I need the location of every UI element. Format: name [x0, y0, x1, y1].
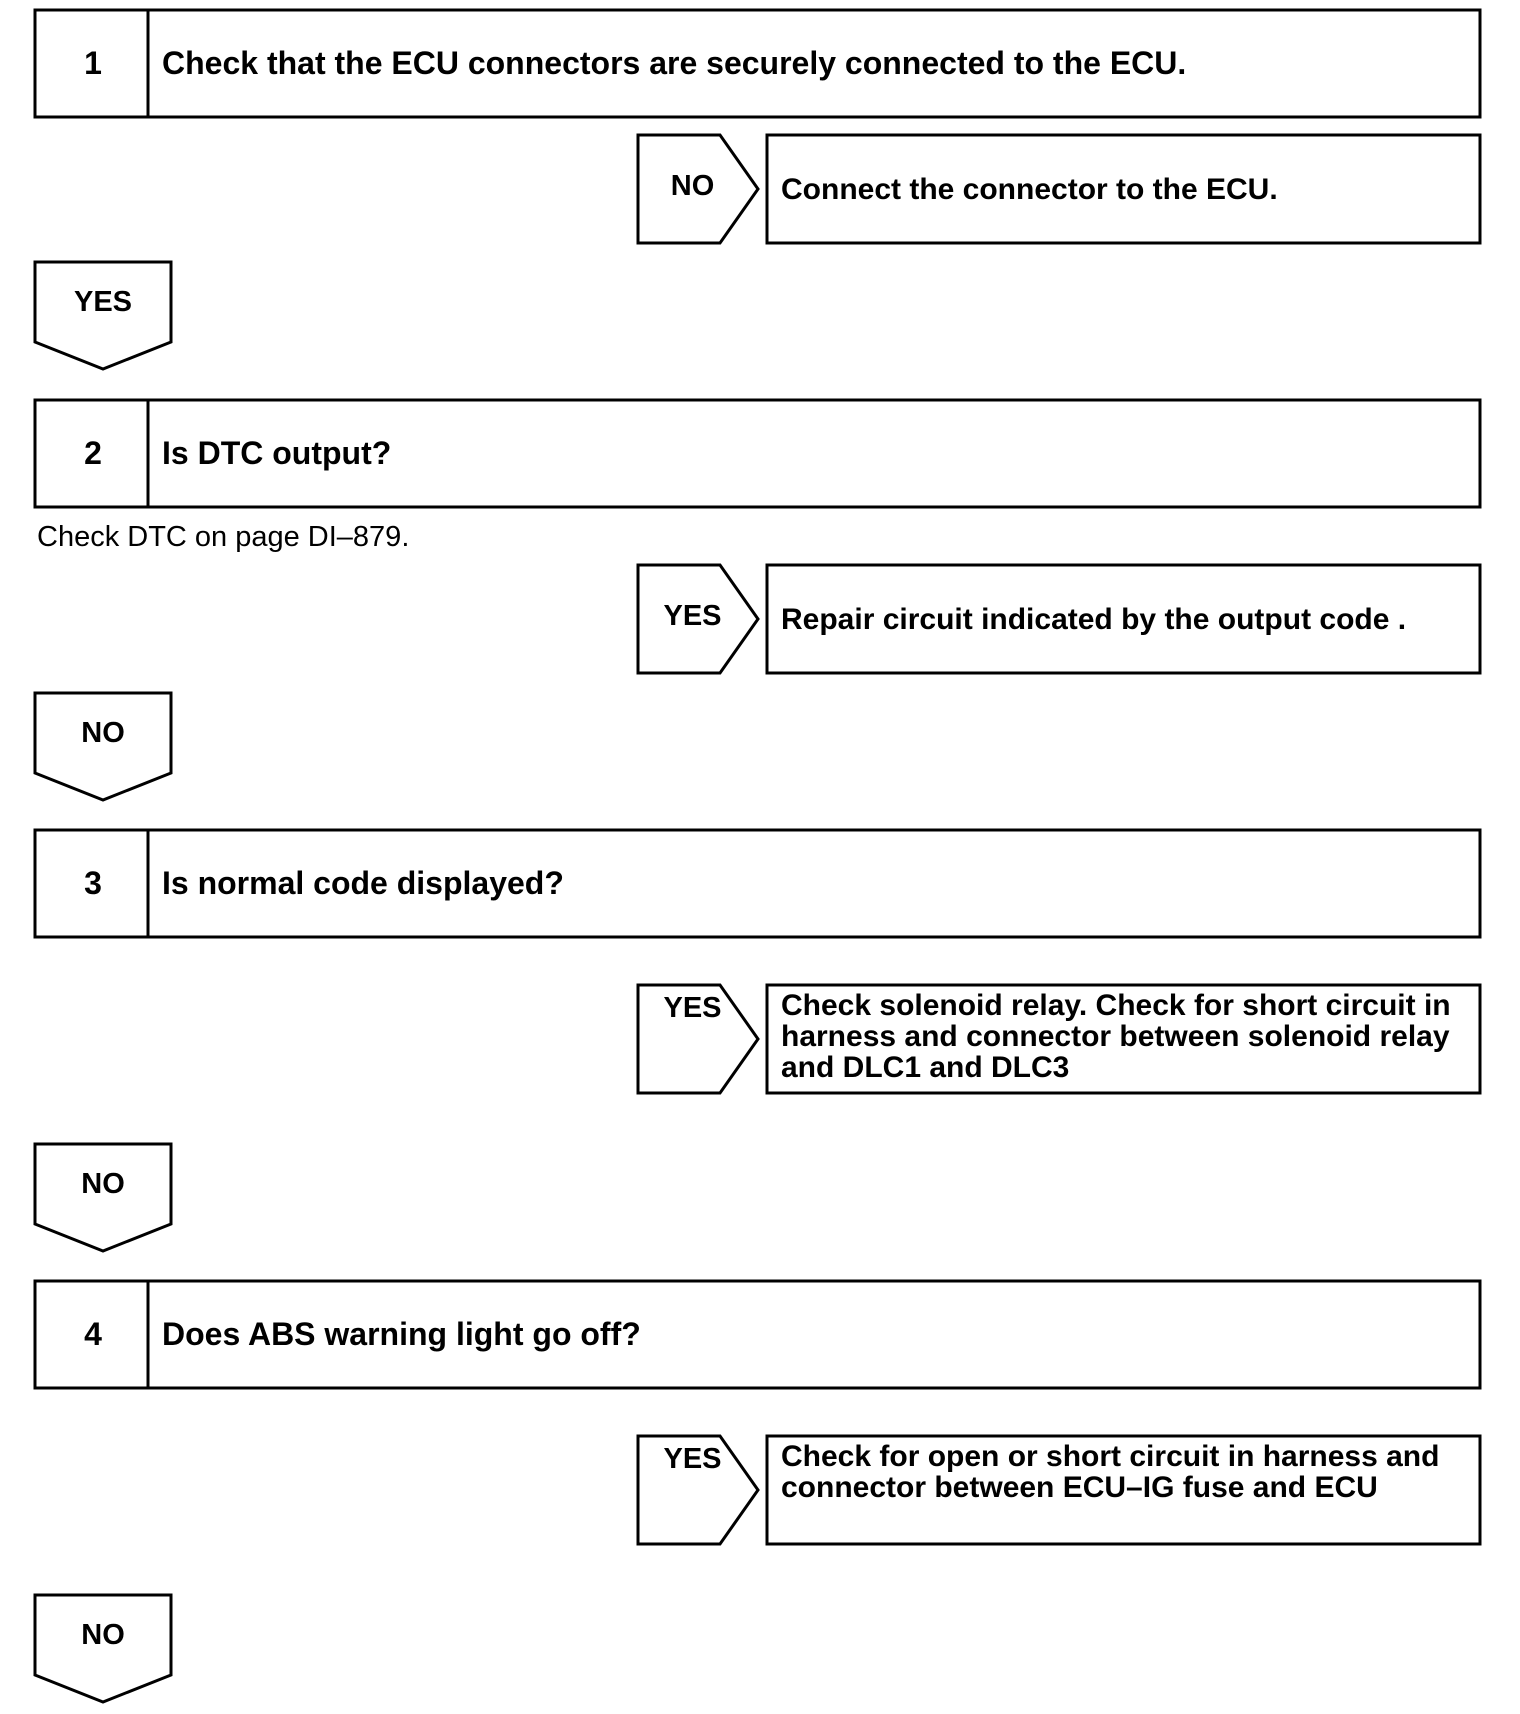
- step-2-note: Check DTC on page DI–879.: [37, 521, 410, 553]
- branch-1-action: Connect the connector to the ECU.: [781, 172, 1278, 206]
- step-4-text: Does ABS warning light go off?: [162, 1316, 641, 1352]
- step-3-number: 3: [84, 865, 102, 901]
- step-4-number: 4: [84, 1316, 102, 1352]
- step-2-number: 2: [84, 435, 102, 471]
- step-1-text: Check that the ECU connectors are securely connected to the ECU.: [162, 45, 1187, 81]
- branch-3-label: YES: [663, 992, 722, 1024]
- continue-2-label: NO: [81, 717, 125, 749]
- step-3-text: Is normal code displayed?: [162, 865, 564, 901]
- branch-2-label: YES: [663, 600, 722, 632]
- branch-3-action: Check solenoid relay. Check for short circuit in harness and connector between solenoid relay and DLC1 and DLC3: [781, 989, 1451, 1084]
- branch-2-action: Repair circuit indicated by the output code .: [781, 602, 1407, 636]
- branch-4-label: YES: [663, 1443, 722, 1475]
- branch-4-action: Check for open or short circuit in harness and connector between ECU–IG fuse and ECU: [781, 1440, 1440, 1504]
- branch-1-label: NO: [670, 170, 715, 202]
- step-1-number: 1: [84, 45, 102, 81]
- step-2-text: Is DTC output?: [162, 435, 392, 471]
- continue-4-label: NO: [81, 1619, 125, 1651]
- continue-1-label: YES: [73, 286, 133, 318]
- continue-3-label: NO: [81, 1168, 125, 1200]
